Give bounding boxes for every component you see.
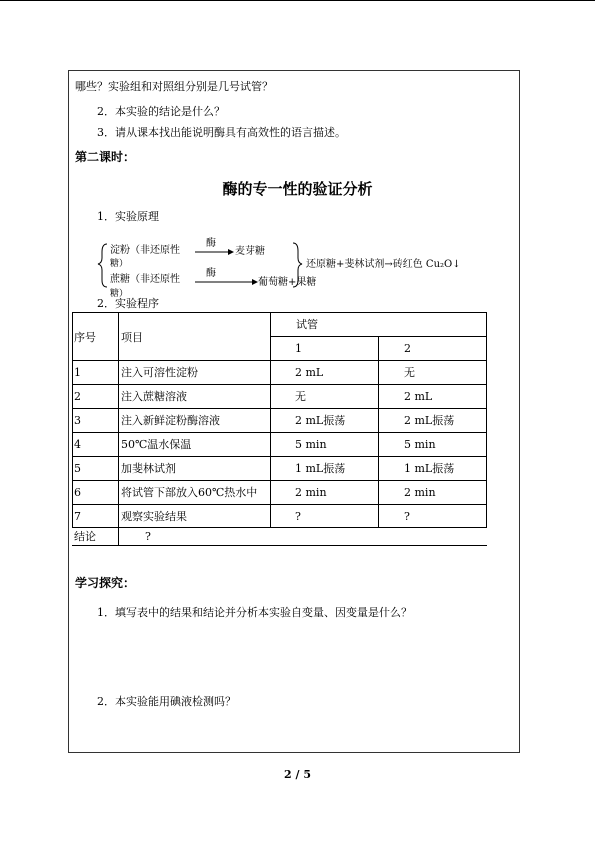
principle-result: 还原糖+斐林试剂→砖红色 Cu₂O↓: [306, 259, 461, 270]
enzyme-label-1: 酶: [206, 238, 216, 249]
table-rule: [72, 504, 487, 505]
table-cell-tube1: ?: [295, 510, 301, 523]
table-rule-header: [72, 360, 487, 361]
conclusion-label: 结论: [74, 530, 96, 543]
table-cell-tube2: 5 min: [404, 438, 436, 451]
sucrose-label-tail: 糖）: [110, 289, 129, 299]
table-rule: [72, 384, 487, 385]
table-col-item: [270, 312, 271, 527]
table-cell-item: 注入可溶性淀粉: [121, 366, 198, 379]
table-cell-no: 6: [74, 486, 81, 499]
explore-question-1: 1．填写表中的结果和结论并分析本实验自变量、因变量是什么？: [97, 606, 412, 619]
table-cell-tube2: 2 mL振荡: [404, 414, 455, 427]
procedure-heading: 2．实验程序: [97, 297, 159, 310]
table-cell-no: 7: [74, 510, 81, 523]
table-rule: [72, 408, 487, 409]
table-cell-item: 50℃温水保温: [121, 438, 192, 451]
table-col-no: [118, 312, 119, 545]
table-cell-no: 1: [74, 366, 81, 379]
table-cell-no: 2: [74, 390, 81, 403]
table-cell-no: 4: [74, 438, 81, 451]
table-cell-tube2: 1 mL振荡: [404, 462, 455, 475]
table-cell-no: 3: [74, 414, 81, 427]
table-header-tube-2: 2: [404, 342, 411, 355]
table-cell-tube1: 无: [295, 390, 306, 403]
starch-label-tail: 糖）: [110, 259, 129, 269]
table-header-tube-1: 1: [295, 342, 302, 355]
starch-label: 淀粉（非还原性: [110, 245, 180, 256]
table-cell-tube1: 5 min: [295, 438, 327, 451]
table-rule: [72, 527, 487, 528]
question-1-tail: 哪些？实验组和对照组分别是几号试管？: [75, 80, 273, 93]
sucrose-label: 蔗糖（非还原性: [110, 274, 180, 285]
page-number: 2 / 5: [284, 768, 311, 781]
table-header-tube: 试管: [296, 318, 318, 331]
lesson-label: 第二课时：: [75, 150, 136, 164]
question-3: 3．请从课本找出能说明酶具有高效性的语言描述。: [97, 126, 346, 139]
table-cell-tube2: ?: [404, 510, 410, 523]
question-2: 2．本实验的结论是什么？: [97, 105, 225, 118]
table-cell-tube1: 2 mL: [295, 366, 324, 379]
table-cell-item: 注入新鲜淀粉酶溶液: [121, 414, 220, 427]
table-cell-item: 将试管下部放入60℃热水中: [121, 486, 258, 499]
table-header-no: 序号: [74, 331, 96, 344]
explore-heading: 学习探究：: [75, 576, 136, 590]
enzyme-label-2: 酶: [206, 268, 216, 279]
table-rule-top: [72, 312, 487, 313]
table-header-item: 项目: [121, 331, 143, 344]
table-rule: [72, 432, 487, 433]
table-rule: [72, 456, 487, 457]
table-cell-tube1: 2 mL振荡: [295, 414, 346, 427]
page-title: 酶的专一性的验证分析: [222, 180, 373, 198]
conclusion-value: ?: [145, 530, 151, 543]
table-cell-tube1: 2 min: [295, 486, 327, 499]
table-cell-tube1: 1 mL振荡: [295, 462, 346, 475]
table-cell-tube2: 2 mL: [404, 390, 433, 403]
table-rule-bottom: [72, 545, 487, 546]
table-cell-item: 注入蔗糖溶液: [121, 390, 187, 403]
table-col-left: [72, 312, 73, 527]
product-maltose: 麦芽糖: [235, 246, 265, 257]
table-cell-no: 5: [74, 462, 81, 475]
table-cell-tube2: 无: [404, 366, 415, 379]
table-cell-item: 观察实验结果: [121, 510, 187, 523]
table-cell-item: 加斐林试剂: [121, 462, 176, 475]
explore-question-2: 2．本实验能用碘液检测吗？: [97, 695, 236, 708]
principle-heading: 1．实验原理: [97, 210, 159, 223]
table-rule: [72, 480, 487, 481]
product-glucose-fructose: 葡萄糖+果糖: [258, 277, 317, 288]
table-col-right: [486, 312, 487, 527]
table-col-tube: [378, 336, 379, 527]
table-cell-tube2: 2 min: [404, 486, 436, 499]
